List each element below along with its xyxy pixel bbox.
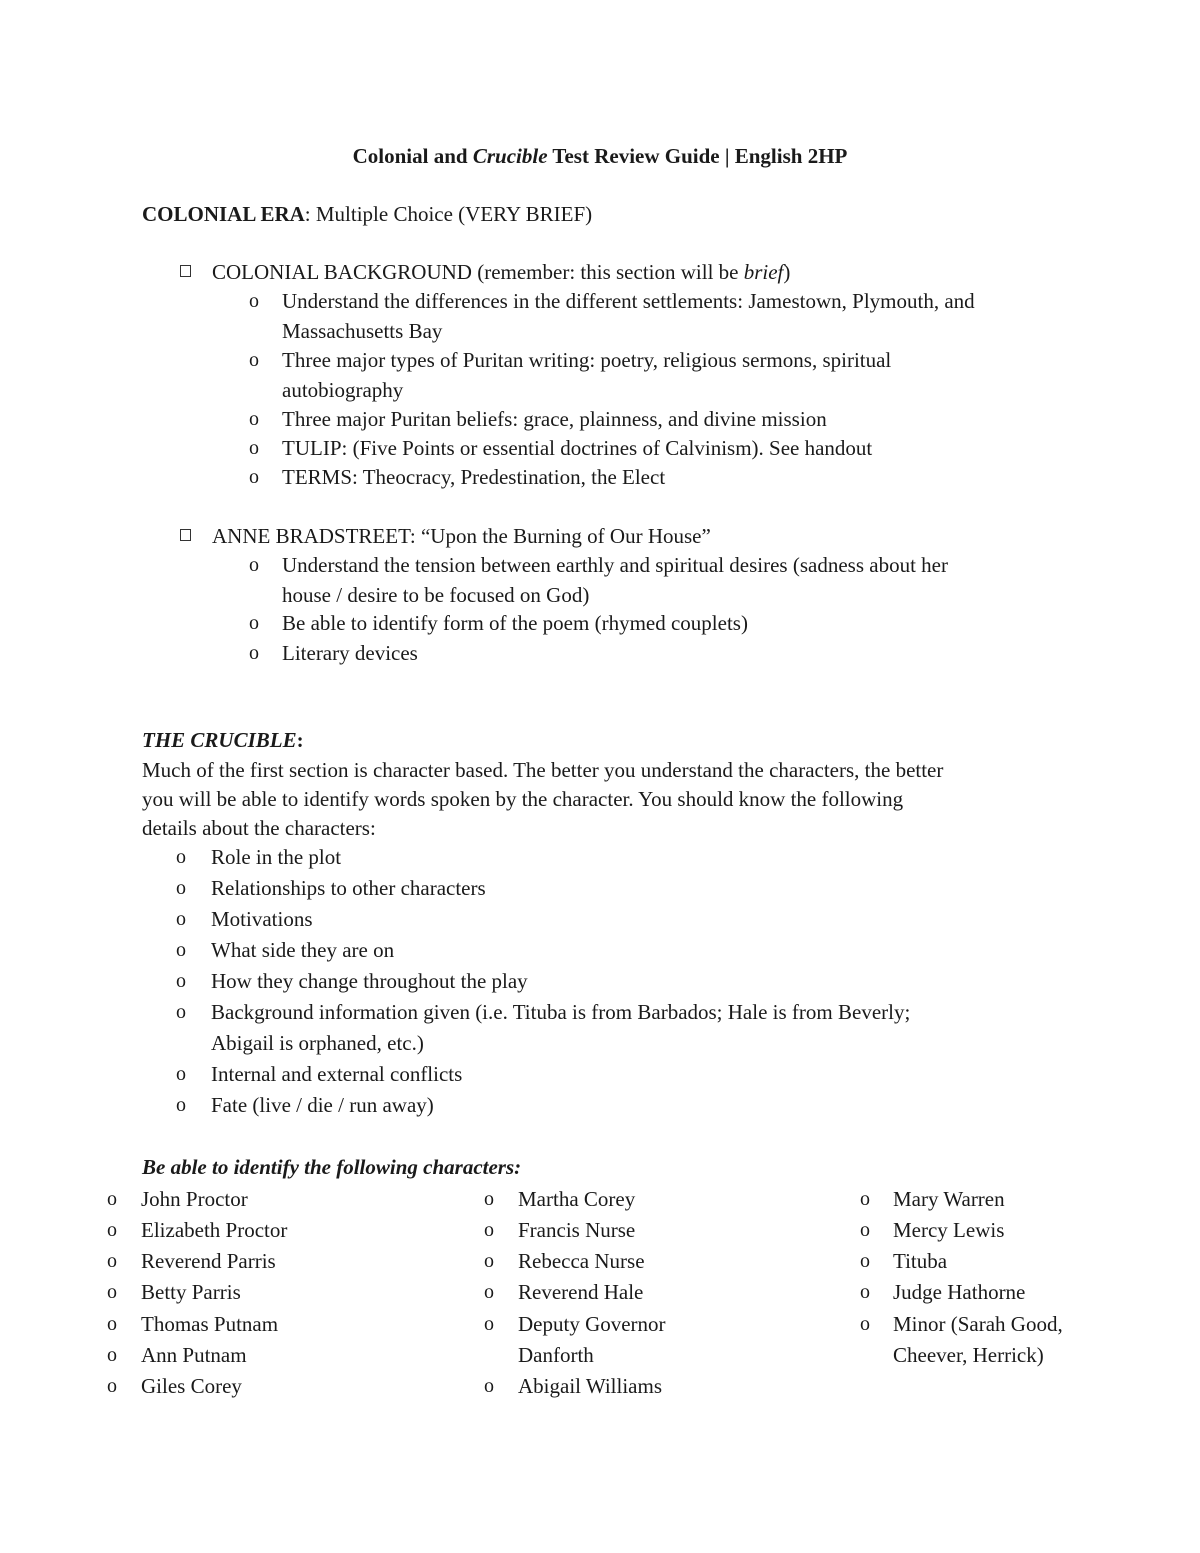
list-item: Reverend Hale xyxy=(518,1280,644,1304)
colonial-background-end: ) xyxy=(783,260,791,284)
list-item: Mercy Lewis xyxy=(893,1218,1005,1242)
bullet-icon: o xyxy=(176,939,186,961)
bullet-icon: o xyxy=(860,1219,870,1241)
bullet-icon: o xyxy=(176,877,186,899)
bullet-icon: o xyxy=(249,554,259,576)
list-item: Background information given (i.e. Tituba is from Barbados; Hale is from Beverly; xyxy=(211,1000,911,1024)
list-item: house / desire to be focused on God) xyxy=(282,583,590,607)
document-title xyxy=(0,141,1200,171)
list-item: Massachusetts Bay xyxy=(282,319,443,343)
bullet-icon: o xyxy=(249,290,259,312)
list-item: Reverend Parris xyxy=(141,1249,276,1273)
colonial-era-label: COLONIAL ERA xyxy=(142,202,305,226)
list-item: Minor (Sarah Good, xyxy=(893,1312,1063,1336)
colonial-background-text: COLONIAL BACKGROUND (remember: this section will be xyxy=(212,260,744,284)
bullet-icon: o xyxy=(176,1094,186,1116)
list-item: Martha Corey xyxy=(518,1187,636,1211)
bullet-icon: o xyxy=(107,1313,117,1335)
list-item: autobiography xyxy=(282,378,404,402)
title-italic-word: Crucible xyxy=(472,144,548,168)
title-text-start: Colonial and xyxy=(352,144,473,168)
list-item: Role in the plot xyxy=(211,845,342,869)
checkbox-square-icon xyxy=(180,265,191,277)
bullet-icon: o xyxy=(249,349,259,371)
bullet-icon: o xyxy=(107,1250,117,1272)
list-item: Three major Puritan beliefs: grace, plainness, and divine mission xyxy=(282,407,827,431)
crucible-intro-line: Much of the first section is character based. The better you understand the characters, the better xyxy=(142,758,944,782)
crucible-heading-text: THE CRUCIBLE xyxy=(142,728,297,752)
bullet-icon: o xyxy=(484,1375,494,1397)
list-item: Betty Parris xyxy=(141,1280,241,1304)
title-text-end: Test Review Guide | English 2HP xyxy=(547,144,848,168)
list-item: Tituba xyxy=(893,1249,948,1273)
crucible-heading-colon: : xyxy=(296,728,304,752)
list-item: Fate (live / die / run away) xyxy=(211,1093,434,1117)
bullet-icon: o xyxy=(176,846,186,868)
bradstreet-label: ANNE BRADSTREET: “Upon the Burning of Our House” xyxy=(212,524,711,548)
bullet-icon: o xyxy=(176,970,186,992)
bullet-icon: o xyxy=(107,1281,117,1303)
colonial-era-subtitle: : Multiple Choice (VERY BRIEF) xyxy=(304,202,593,226)
bullet-icon: o xyxy=(249,437,259,459)
list-item: TULIP: (Five Points or essential doctrines of Calvinism). See handout xyxy=(282,436,873,460)
list-item: Literary devices xyxy=(282,641,418,665)
bullet-icon: o xyxy=(107,1375,117,1397)
list-item: How they change throughout the play xyxy=(211,969,528,993)
list-item: John Proctor xyxy=(141,1187,248,1211)
list-item: Internal and external conflicts xyxy=(211,1062,463,1086)
list-item: Deputy Governor xyxy=(518,1312,666,1336)
bullet-icon: o xyxy=(107,1188,117,1210)
bullet-icon: o xyxy=(249,642,259,664)
list-item: Cheever, Herrick) xyxy=(893,1343,1044,1367)
list-item: What side they are on xyxy=(211,938,395,962)
list-item: Judge Hathorne xyxy=(893,1280,1026,1304)
bullet-icon: o xyxy=(249,612,259,634)
list-item: Elizabeth Proctor xyxy=(141,1218,288,1242)
crucible-intro-line: you will be able to identify words spoken by the character. You should know the following xyxy=(142,787,904,811)
bullet-icon: o xyxy=(484,1219,494,1241)
bullet-icon: o xyxy=(860,1313,870,1335)
list-item: Three major types of Puritan writing: poetry, religious sermons, spiritual xyxy=(282,348,892,372)
crucible-intro-line: details about the characters: xyxy=(142,816,376,840)
list-item: Abigail is orphaned, etc.) xyxy=(211,1031,424,1055)
bullet-icon: o xyxy=(176,908,186,930)
bullet-icon: o xyxy=(860,1281,870,1303)
bullet-icon: o xyxy=(484,1188,494,1210)
list-item: Understand the differences in the different settlements: Jamestown, Plymouth, and xyxy=(282,289,975,313)
bullet-icon: o xyxy=(176,1001,186,1023)
bullet-icon: o xyxy=(107,1219,117,1241)
colonial-era-heading xyxy=(142,199,592,229)
list-item: Ann Putnam xyxy=(141,1343,247,1367)
list-item: Rebecca Nurse xyxy=(518,1249,645,1273)
list-item: Giles Corey xyxy=(141,1374,242,1398)
bullet-icon: o xyxy=(484,1281,494,1303)
list-item: Thomas Putnam xyxy=(141,1312,279,1336)
list-item: Understand the tension between earthly and spiritual desires (sadness about her xyxy=(282,553,948,577)
characters-heading: Be able to identify the following characters: xyxy=(142,1155,522,1179)
colonial-background-italic: brief xyxy=(743,260,784,284)
crucible-heading xyxy=(142,725,304,755)
list-item: Francis Nurse xyxy=(518,1218,636,1242)
list-item: Abigail Williams xyxy=(518,1374,663,1398)
bullet-icon: o xyxy=(484,1250,494,1272)
bullet-icon: o xyxy=(249,466,259,488)
list-item: Motivations xyxy=(211,907,313,931)
colonial-background-label xyxy=(212,257,790,287)
bullet-icon: o xyxy=(107,1344,117,1366)
bullet-icon: o xyxy=(860,1188,870,1210)
list-item: Mary Warren xyxy=(893,1187,1005,1211)
list-item: Be able to identify form of the poem (rhymed couplets) xyxy=(282,611,748,635)
bullet-icon: o xyxy=(484,1313,494,1335)
bullet-icon: o xyxy=(860,1250,870,1272)
list-item: TERMS: Theocracy, Predestination, the Elect xyxy=(282,465,666,489)
bullet-icon: o xyxy=(249,408,259,430)
checkbox-square-icon xyxy=(180,529,191,541)
list-item: Danforth xyxy=(518,1343,594,1367)
list-item: Relationships to other characters xyxy=(211,876,486,900)
bullet-icon: o xyxy=(176,1063,186,1085)
